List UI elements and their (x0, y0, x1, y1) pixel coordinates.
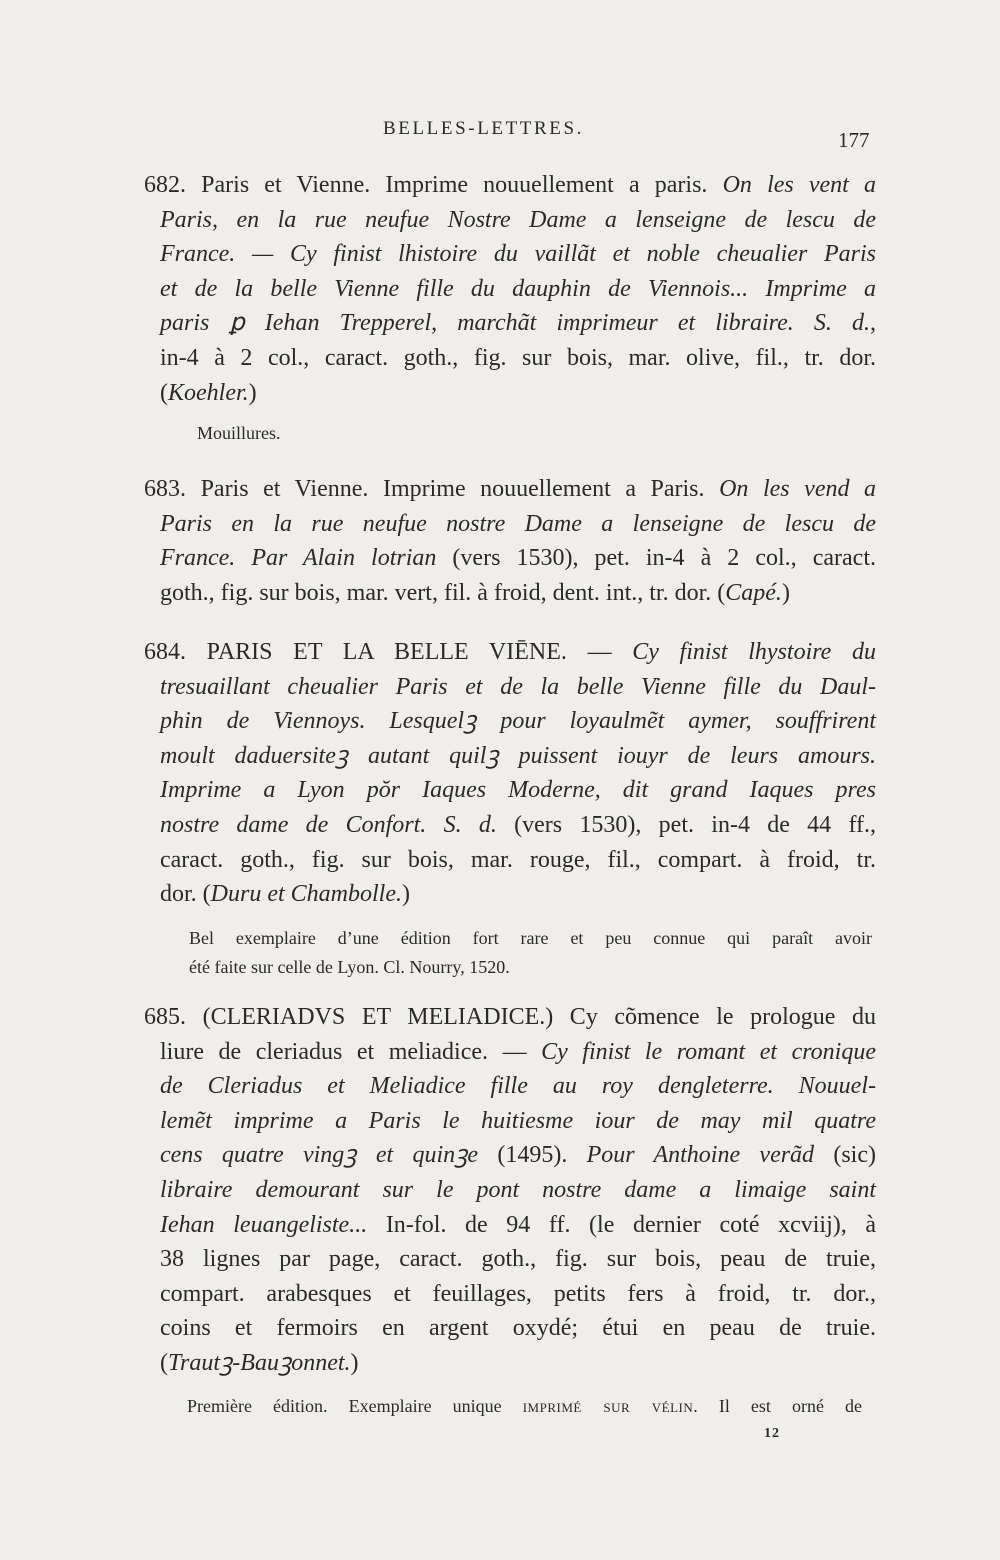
entry-number: 682. (144, 172, 186, 198)
entry-685 (144, 1000, 877, 1381)
running-head: BELLES-LETTRES. (383, 118, 585, 139)
entry-line: (Koehler.) (160, 379, 257, 406)
entry-line: et de la belle Vienne fille du dauphin de Viennois... Imprime a (160, 275, 876, 302)
entry-line: coins et fermoirs en argent oxydé; étui en peau de truie. (160, 1315, 876, 1342)
entry-682 (144, 168, 877, 410)
entry-line: nostre dame de Confort. S. d. (vers 1530), pet. in-4 de 44 ff., (160, 811, 876, 838)
entry-line: liure de cleriadus et meliadice. — Cy finist le romant et cronique (160, 1038, 876, 1065)
entry-line: phin de Viennoys. Lesquelꝫ pour loyaulmẽt aymer, souffrirent (160, 708, 876, 735)
entry-line: tresuaillant cheualier Paris et de la belle Vienne fille du Daul- (160, 673, 876, 700)
entry-line: Iehan leuangeliste... In-fol. de 94 ff. (le dernier coté xcviij), à (160, 1211, 876, 1238)
entry-line: caract. goth., fig. sur bois, mar. rouge, fil., compart. à froid, tr. (160, 846, 876, 873)
entry-line: (Trautꝫ-Bauꝫonnet.) (160, 1349, 359, 1376)
entry-line: Paris en la rue neufue nostre Dame a lenseigne de lescu de (160, 510, 876, 537)
entry-line: compart. arabesques et feuillages, petits fers à froid, tr. dor., (160, 1280, 876, 1307)
entry-685-note: Première édition. Exemplaire unique imprimé sur vélin. Il est orné de (187, 1396, 862, 1416)
entry-line: dor. (Duru et Chambolle.) (160, 881, 410, 908)
entry-line: Imprime a Lyon pŏr Iaques Moderne, dit grand Iaques pres (160, 777, 876, 804)
entry-number: 685. (144, 1004, 186, 1030)
entry-number: 684. (144, 639, 186, 665)
entry-684-note: Bel exemplaire d’une édition fort rare et peu connue qui paraît avoir été faite sur celle de Lyon. Cl. Nourry, 1520. (189, 928, 872, 977)
entry-line: de Cleriadus et Meliadice fille au roy dengleterre. Nouuel- (160, 1073, 876, 1100)
entry-line: in-4 à 2 col., caract. goth., fig. sur bois, mar. olive, fil., tr. dor. (160, 344, 876, 371)
entry-line: 684. PARIS ET LA BELLE VIĒNE. — Cy finist lhystoire du (160, 635, 876, 670)
entry-line: cens quatre vingꝫ et quinꝫe (1495). Pour Anthoine verãd (sic) (160, 1142, 876, 1169)
entry-line: goth., fig. sur bois, mar. vert, fil. à froid, dent. int., tr. dor. (Capé.) (160, 579, 790, 606)
entry-line: paris ꝑ Iehan Trepperel, marchãt imprimeur et libraire. S. d., (160, 310, 876, 337)
entry-line: 38 lignes par page, caract. goth., fig. sur bois, peau de truie, (160, 1246, 876, 1273)
signature-mark: 12 (764, 1426, 780, 1441)
entry-line: 682. Paris et Vienne. Imprime nouuellement a paris. On les vent a (160, 168, 876, 203)
entry-line: 683. Paris et Vienne. Imprime nouuellement a Paris. On les vend a (160, 472, 876, 507)
entry-line: 685. (CLERIADVS ET MELIADICE.) Cy cõmence le prologue du (160, 1000, 876, 1035)
entry-line: France. — Cy finist lhistoire du vaillãt et noble cheualier Paris (160, 241, 876, 268)
entry-684 (144, 635, 876, 912)
entry-line: lemẽt imprime a Paris le huitiesme iour de may mil quatre (160, 1107, 876, 1134)
page-number: 177 (838, 128, 870, 152)
page-header (0, 118, 1000, 152)
entry-line: Paris, en la rue neufue Nostre Dame a lenseigne de lescu de (160, 206, 876, 233)
entry-line: moult daduersiteꝫ autant quilꝫ puissent iouyr de leurs amours. (160, 742, 876, 769)
entry-683 (144, 472, 877, 610)
entry-line: libraire demourant sur le pont nostre dame a limaige saint (160, 1176, 876, 1203)
entry-line: France. Par Alain lotrian (vers 1530), pet. in-4 à 2 col., caract. (160, 545, 876, 572)
entry-number: 683. (144, 476, 186, 502)
entry-682-note: Mouillures. (197, 423, 281, 443)
